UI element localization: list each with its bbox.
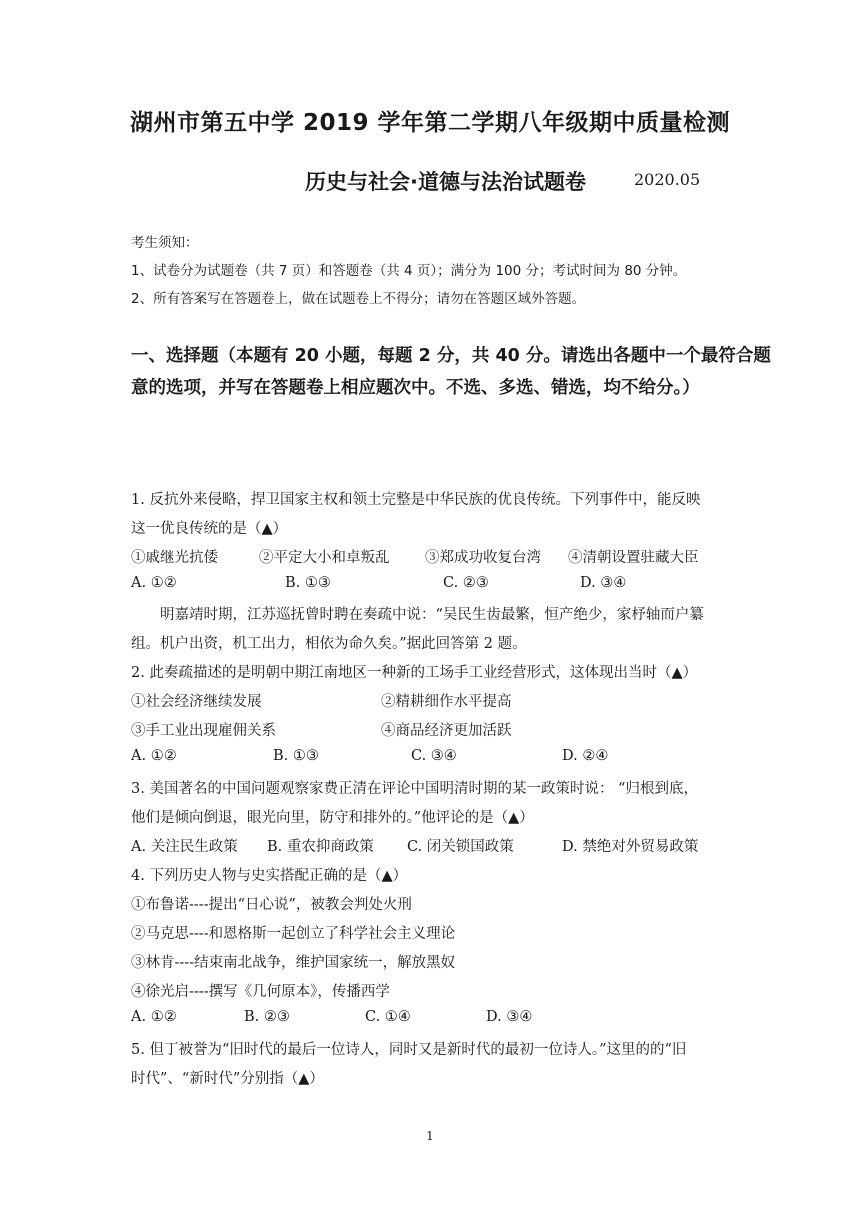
material-line-2: 组。机户出资，机工出力，相依为命久矣。”据此回答第 2 题。 — [131, 636, 527, 652]
q2-item-4: ④商品经济更加活跃 — [381, 723, 512, 739]
q2-item-1: ①社会经济继续发展 — [131, 694, 262, 710]
q2-option-a: A. ①② — [131, 748, 177, 764]
q2-stem: 2. 此奏疏描述的是明朝中期江南地区一种新的工场手工业经营形式，这体现出当时（▲） — [131, 665, 698, 681]
q1-item-3: ③郑成功收复台湾 — [425, 550, 541, 566]
q3-option-a: A. 关注民生政策 — [131, 839, 238, 855]
q1-stem-line-2: 这一优良传统的是（▲） — [131, 521, 288, 537]
q3-option-d: D. 禁绝对外贸易政策 — [562, 839, 699, 855]
q1-option-c: C. ②③ — [443, 575, 489, 591]
q2-option-c: C. ③④ — [411, 748, 457, 764]
q3-stem-line-2: 他们是倾向倒退，眼光向里，防守和排外的。”他评论的是（▲） — [131, 810, 534, 826]
exam-date: 2020.05 — [634, 170, 701, 189]
q1-item-1: ①戚继光抗倭 — [131, 550, 218, 566]
page-title: 湖州市第五中学 2019 学年第二学期八年级期中质量检测 — [129, 110, 731, 136]
q2-option-b: B. ①③ — [273, 748, 319, 764]
q5-stem-line-1: 5. 但丁被誉为“旧时代的最后一位诗人，同时又是新时代的最初一位诗人。”这里的的“旧 — [131, 1042, 687, 1058]
section-heading-line-2: 意的选项，并写在答题卷上相应题次中。不选、多选、错选，均不给分。） — [131, 378, 700, 398]
q5-stem-line-2: 时代”、“新时代”分别指（▲） — [131, 1071, 324, 1087]
q4-item-3: ③林肯----结束南北战争，维护国家统一，解放黑奴 — [131, 955, 456, 971]
notice-item-1: 1、试卷分为试题卷（共 7 页）和答题卷（共 4 页）；满分为 100 分；考试时间为 80 分钟。 — [131, 263, 687, 279]
q3-option-b: B. 重农抑商政策 — [267, 839, 374, 855]
q3-stem-line-1: 3. 美国著名的中国问题观察家费正清在评论中国明清时期的某一政策时说： “归根到底， — [131, 781, 698, 797]
q2-item-3: ③手工业出现雇佣关系 — [131, 723, 276, 739]
q4-item-1: ①布鲁诺----提出“日心说”，被教会判处火刑 — [131, 897, 412, 913]
page-subtitle: 历史与社会·道德与法治试题卷 — [305, 170, 586, 194]
q4-option-d: D. ③④ — [486, 1009, 533, 1025]
q1-item-4: ④清朝设置驻藏大臣 — [568, 550, 699, 566]
page-number: 1 — [426, 1129, 434, 1143]
q1-item-2: ②平定大小和卓叛乱 — [259, 550, 390, 566]
q1-stem-line-1: 1. 反抗外来侵略，捍卫国家主权和领土完整是中华民族的优良传统。下列事件中，能反映 — [131, 492, 701, 508]
q1-option-a: A. ①② — [131, 575, 177, 591]
q1-option-d: D. ③④ — [580, 575, 627, 591]
section-heading-line-1: 一、选择题（本题有 20 小题，每题 2 分，共 40 分。请选出各题中一个最符合题 — [131, 346, 771, 366]
q1-option-b: B. ①③ — [285, 575, 331, 591]
q4-stem: 4. 下列历史人物与史实搭配正确的是（▲） — [131, 868, 408, 884]
q4-option-a: A. ①② — [131, 1009, 177, 1025]
material-line-1: 明嘉靖时期，江苏巡抚曾时聘在奏疏中说：“吴民生齿最繁，恒产绝少，家杼轴而户纂 — [160, 607, 704, 623]
q2-item-2: ②精耕细作水平提高 — [381, 694, 512, 710]
q4-option-b: B. ②③ — [244, 1009, 290, 1025]
q3-option-c: C. 闭关锁国政策 — [407, 839, 514, 855]
q2-option-d: D. ②④ — [562, 748, 609, 764]
q4-item-4: ④徐光启----撰写《几何原本》，传播西学 — [131, 984, 390, 1000]
q4-option-c: C. ①④ — [365, 1009, 411, 1025]
notice-heading: 考生须知： — [131, 235, 199, 251]
q4-item-2: ②马克思----和恩格斯一起创立了科学社会主义理论 — [131, 926, 456, 942]
notice-item-2: 2、所有答案写在答题卷上，做在试题卷上不得分；请勿在答题区域外答题。 — [131, 291, 586, 307]
